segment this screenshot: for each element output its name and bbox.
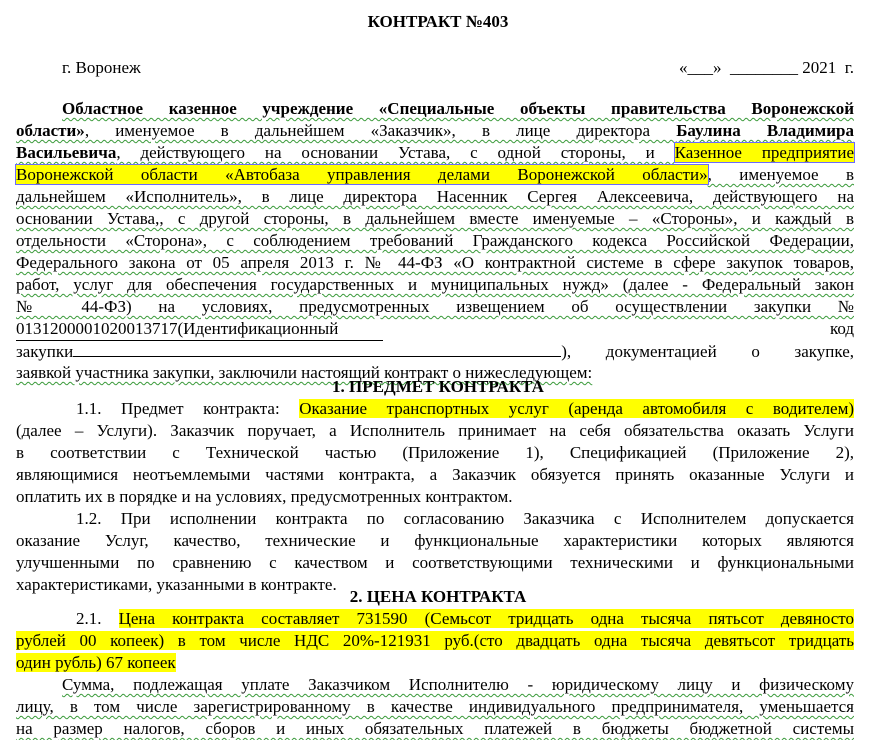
section2-line: лицу, в том числе зарегистрированному в качестве индивидуального предпринимателя, уменьшается [16,697,854,716]
section2-line: Сумма, подлежащая уплате Заказчиком Исполнителю - юридическому лицу и физическому [62,675,854,694]
preamble-line: основании Устава,, с другой стороны, в дальнейшем вместе именуемые – «Стороны», и каждый в [16,209,854,228]
section1-line [76,398,854,420]
section1-line: оплатить их в порядке и на условиях, предусмотренных контрактом. [16,487,513,506]
section2-line: на размер налогов, сборов и иных обязательных платежей в бюджеты бюджетной системы [16,719,854,738]
section1-line: (далее – Услуги). Заказчик поручает, а Исполнитель принимает на себя обязательства оказать Услуги [16,421,854,440]
contract-title: КОНТРАКТ №403 [367,12,509,31]
preamble-text: , именуемое в дальнейшем «Заказчик», в лице директора [84,121,677,140]
preamble-text: , действующего на основании Устава, с одной стороны, и [116,143,675,162]
preamble-text: ), документацией о закупке, [561,342,854,361]
customer-name: области» [16,121,85,140]
contract-date: «___» ________ 2021 г. [678,58,854,77]
contractor-name-highlight: Казенное предприятие [674,143,854,162]
preamble-line: № 44-ФЗ) на условиях, предусмотренных извещением об осуществлении закупки № [16,297,854,316]
preamble-line: Федерального закона от 05 апреля 2013 г. № 44-ФЗ «О контрактной системе в сфере закупок товаров, [16,253,854,272]
section1-line: в соответствии с Технической частью (Приложение 1), Спецификацией (Приложение 2), [16,443,854,462]
preamble-line [16,120,854,142]
procurement-number: 0131200001020013717(Идентификационный [16,318,383,341]
preamble-text: , именуемое в [707,165,855,184]
section2-line [76,608,854,630]
contract-city: г. Воронеж [62,58,141,77]
section-heading: 2. ЦЕНА КОНТРАКТА [349,587,527,606]
contractor-name-highlight: Воронежской области «Автобаза управления делами Воронежской области» [16,165,708,184]
section1-line: 1.2. При исполнении контракта по согласованию Заказчика с Исполнителем допускается [76,509,854,528]
section1-line: характеристиками, указанными в контракте. [16,575,337,594]
clause-number: 2.1. [76,609,119,628]
section1-line: оказание Услуг, качество, технические и функциональные характеристики которых являются [16,531,854,550]
section1-line: являющимися неотъемлемыми частями контракта, а Заказчик обязуется принять оказанные Услуги и [16,465,854,484]
preamble-line: дальнейшем «Исполнитель», в лице директора Насенник Сергея Алексеевича, действующего на [16,187,854,206]
procurement-code-blank [73,340,561,357]
contract-price-highlight: рублей 00 копеек) в том числе НДС 20%-121931 руб.(сто двадцать одна тысяча девятьсот тридцать [16,631,854,650]
preamble-text: код [829,319,854,338]
preamble-line [62,98,854,120]
section-heading: 1. ПРЕДМЕТ КОНТРАКТА [332,377,544,396]
contract-price-highlight: Цена контракта составляет 731590 (Семьсот тридцать одна тысяча пятьсот девяносто [118,609,854,628]
section2-line [16,630,854,652]
preamble-text: Областное казенное учреждение «Специальные объекты правительства Воронежской [62,99,854,118]
preamble-line: заявкой участника закупки, заключили настоящий контракт о нижеследующем: [16,363,593,382]
preamble-line: работ, услуг для обеспечения государственных и муниципальных нужд» (далее - Федеральный закон [16,275,854,294]
preamble-line [16,340,854,362]
contract-subject-highlight: Оказание транспортных услуг (аренда автомобиля с водителем) [299,399,854,418]
director-patronymic: Васильевича [16,143,117,162]
preamble-text: закупки [16,342,74,361]
section1-line: улучшенными по сравнению с качеством и соответствующими техническими и функциональными [16,553,854,572]
preamble-line: отдельности «Сторона», с соблюдением требований Гражданского кодекса Российской Федерации, [16,231,854,250]
preamble-line [16,318,854,340]
preamble-line [16,142,854,164]
preamble-line [16,164,854,186]
director-name: Баулина Владимира [676,121,855,140]
clause-number: 1.1. Предмет контракта: [76,399,300,418]
section2-line [16,652,176,674]
contract-price-highlight: один рубль) 67 копеек [16,653,176,672]
